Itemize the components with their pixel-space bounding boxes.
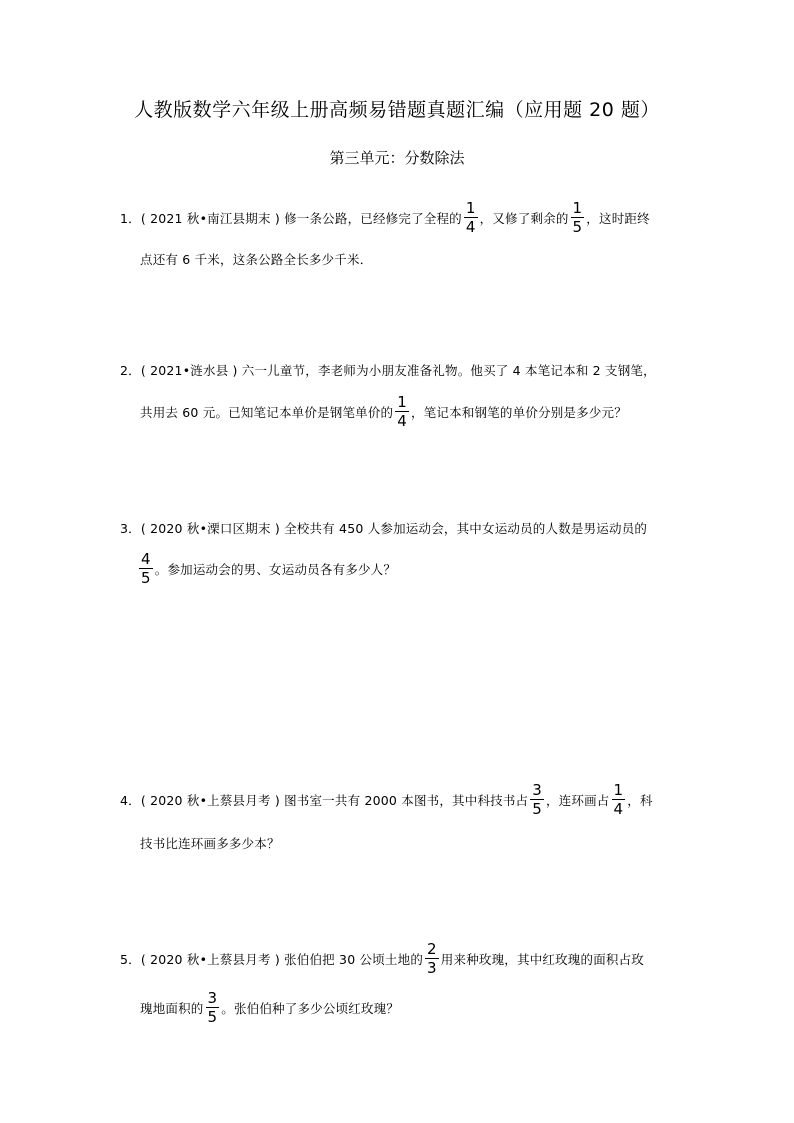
q3-text-b: 。参加运动会的男、女运动员各有多少人？ [154,561,397,577]
q5-text-a: 5．( 2020 秋•上蔡县月考 ) 张伯伯把 30 公顷土地的 [120,951,424,967]
fraction-three-fifths: $\frac{3}{5}$ [532,781,542,818]
question-5-line-1 [120,941,644,976]
q2-text-b: ，笔记本和钢笔的单价分别是多少元？ [411,404,627,420]
question-3-line-2 [137,551,396,586]
question-4-line-2: 技书比连环画多多少本？ [140,836,280,851]
question-3-line-1: 3．( 2020 秋•溧口区期末 ) 全校共有 450 人参加运动会，其中女运动员的人数是男运动员的 [120,521,648,536]
question-1-line-2: 点还有 6 千米，这条公路全长多少千米． [140,252,373,267]
q1-text-c: ，这时距终 [586,210,650,226]
fraction-one-quarter: $\frac{1}{4}$ [397,393,408,430]
fraction-three-fifths: $\frac{3}{5}$ [207,989,218,1026]
question-2-line-1: 2．( 2021•涟水县 ) 六一儿童节，李老师为小朋友准备礼物。他买了 4 本笔记本和 2 支钢笔， [120,363,656,378]
fraction-one-quarter: $\frac{1}{4}$ [465,199,476,236]
fraction-one-fifth: $\frac{1}{5}$ [572,199,583,236]
unit-subtitle: 第三单元：分数除法 [329,149,465,167]
page-title: 人教版数学六年级上册高频易错题真题汇编（应用题 20 题） [134,99,660,121]
q4-text-c: ，科 [627,792,653,808]
fraction-four-fifths: $\frac{4}{5}$ [141,550,151,587]
question-1-line-1 [120,200,650,235]
q1-text-a: 1．( 2021 秋•南江县期末 ) 修一条公路，已经修完了全程的 [120,210,462,226]
fraction-one-quarter: $\frac{1}{4}$ [613,781,624,818]
fraction-two-thirds: $\frac{2}{3}$ [427,940,437,977]
q5-text-b: 用来种玫瑰，其中红玫瑰的面积占玫 [440,951,644,967]
q1-text-b: ，又修了剩余的 [479,210,569,226]
question-5-line-2 [140,990,399,1025]
q4-text-b: ，连环画占 [546,792,610,808]
question-2-line-2 [140,394,627,429]
q2-text-a: 共用去 60 元。已知笔记本单价是钢笔单价的 [140,404,394,420]
question-4-line-1 [120,782,653,817]
q5-text-c: 瑰地面积的 [140,1000,204,1016]
q4-text-a: 4．( 2020 秋•上蔡县月考 ) 图书室一共有 2000 本图书，其中科技书占 [120,792,529,808]
q5-text-d: 。张伯伯种了多少公顷红玫瑰？ [221,1000,400,1016]
